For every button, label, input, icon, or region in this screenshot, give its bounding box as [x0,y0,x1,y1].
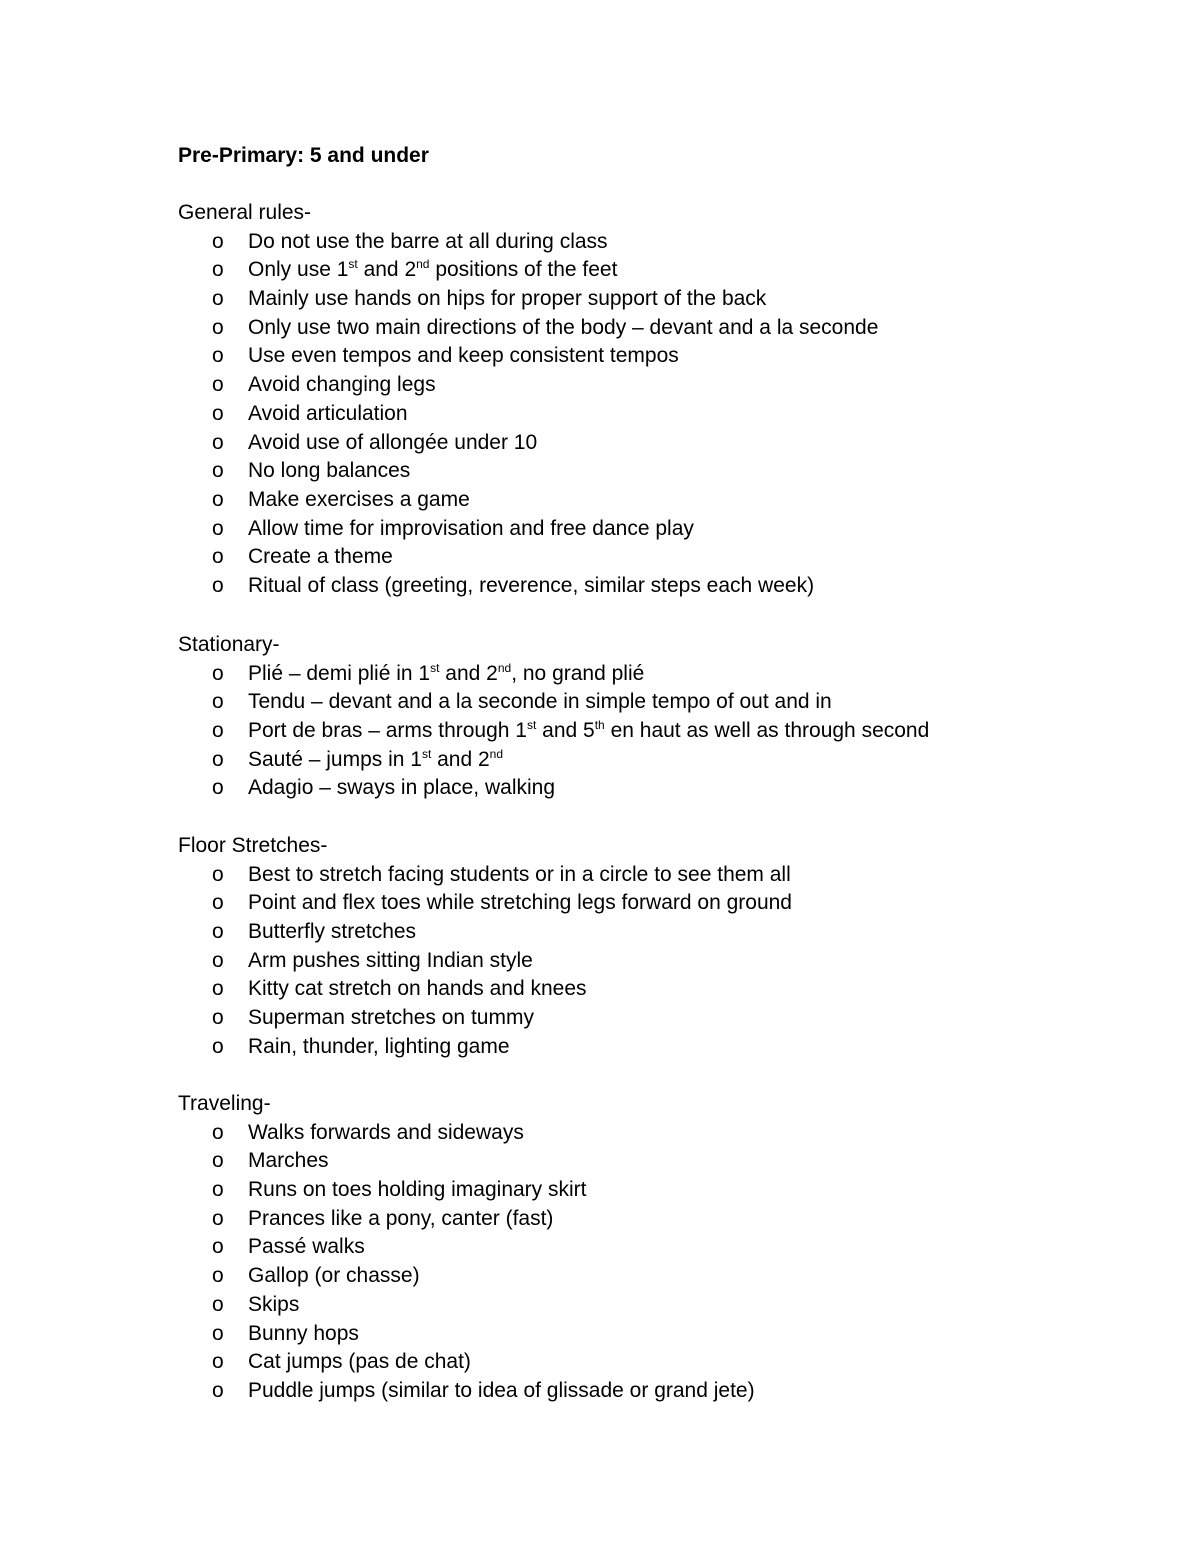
text-run: Prances like a pony, canter (fast) [248,1206,554,1230]
list-item [178,429,1138,458]
list-item-text [248,1004,534,1033]
list-item-text [248,1033,510,1062]
ordinal-suffix: st [421,746,432,761]
list-item [178,1233,1138,1262]
section-heading: Stationary- [178,633,280,656]
list-item [178,1004,1138,1033]
bullet-icon: o [212,1235,224,1259]
list-item [178,688,1138,717]
list-item-text [248,947,533,976]
list-item-text [248,400,408,429]
list-item-text [248,861,791,890]
list-item-text [248,1320,359,1349]
list-item-text [248,1176,587,1205]
bullet-icon: o [212,1350,224,1374]
text-run: Skips [248,1292,300,1316]
list-item-text [248,543,393,572]
list-item [178,746,1138,775]
text-run: Runs on toes holding imaginary skirt [248,1178,587,1202]
list-item [178,889,1138,918]
bullet-icon: o [212,920,224,944]
list-item [178,1147,1138,1176]
list-item-text [248,1348,471,1377]
section-stationary [178,631,1138,803]
text-run: Walks forwards and sideways [248,1120,524,1144]
list-item [178,486,1138,515]
list-item [178,1176,1138,1205]
list-item [178,947,1138,976]
list-item-text [248,371,436,400]
text-run: Rain, thunder, lighting game [248,1034,510,1058]
list-item-text [248,457,410,486]
text-run: Plié – demi plié in 1 [248,661,431,685]
list-item-text [248,717,929,746]
bullet-icon: o [212,1006,224,1030]
text-run: Mainly use hands on hips for proper support of the back [248,287,767,311]
list-item [178,975,1138,1004]
text-run: Make exercises a game [248,487,470,511]
list-item-text [248,256,617,285]
bullet-icon: o [212,719,224,743]
list-item-text [248,688,832,717]
bullet-icon: o [212,516,224,540]
bullet-list [178,1119,1138,1406]
bullet-icon: o [212,1034,224,1058]
text-run: Puddle jumps (similar to idea of glissade or grand jete) [248,1378,755,1402]
text-run: Bunny hops [248,1321,359,1345]
list-item [178,400,1138,429]
bullet-icon: o [212,1321,224,1345]
bullet-icon: o [212,690,224,714]
text-run: en haut as well as through second [604,719,930,743]
text-run: Only use two main directions of the body – devant and a la seconde [248,315,879,339]
list-item [178,1119,1138,1148]
ordinal-suffix: st [526,718,537,733]
list-item [178,543,1138,572]
text-run: , no grand plié [511,661,645,685]
text-run: Gallop (or chasse) [248,1264,420,1288]
text-run: Avoid use of allongée under 10 [248,430,538,454]
text-run: No long balances [248,459,411,483]
list-item-text [248,486,470,515]
list-item-text [248,1262,420,1291]
list-item-text [248,285,766,314]
text-run: Passé walks [248,1235,365,1259]
list-item [178,861,1138,890]
text-run: Arm pushes sitting Indian style [248,948,533,972]
list-item [178,256,1138,285]
list-item-text [248,228,608,257]
section-heading: Traveling- [178,1092,271,1115]
section-heading: Floor Stretches- [178,834,328,857]
list-item [178,1262,1138,1291]
section-traveling [178,1090,1138,1406]
list-item-text [248,1377,755,1406]
list-item-text [248,572,814,601]
list-item [178,1348,1138,1377]
list-item [178,1033,1138,1062]
list-item-text [248,1233,365,1262]
bullet-icon: o [212,344,224,368]
list-item-text [248,1291,299,1320]
bullet-icon: o [212,1292,224,1316]
text-run: Allow time for improvisation and free dance play [248,516,694,540]
bullet-icon: o [212,948,224,972]
list-item [178,774,1138,803]
text-run: Best to stretch facing students or in a circle to see them all [248,862,791,886]
text-run: and 5 [536,719,595,743]
list-item-text [248,342,679,371]
list-item-text [248,1205,553,1234]
list-item [178,371,1138,400]
text-run: Adagio – sways in place, walking [248,776,556,800]
text-run: Butterfly stretches [248,920,417,944]
bullet-icon: o [212,1120,224,1144]
bullet-icon: o [212,747,224,771]
bullet-icon: o [212,891,224,915]
bullet-icon: o [212,1378,224,1402]
text-run: Avoid articulation [248,401,408,425]
text-run: Ritual of class (greeting, reverence, similar steps each week) [248,573,815,597]
bullet-icon: o [212,776,224,800]
text-run: Do not use the barre at all during class [248,229,608,253]
list-item [178,1377,1138,1406]
bullet-icon: o [212,430,224,454]
bullet-icon: o [212,1149,224,1173]
bullet-icon: o [212,315,224,339]
list-item-text [248,1119,524,1148]
document-title: Pre-Primary: 5 and under [178,144,429,167]
list-item [178,515,1138,544]
text-run: Sauté – jumps in 1 [248,747,422,771]
bullet-icon: o [212,545,224,569]
bullet-list [178,861,1138,1062]
list-item [178,228,1138,257]
list-item [178,572,1138,601]
bullet-icon: o [212,1264,224,1288]
ordinal-suffix: th [594,718,605,733]
text-run: Tendu – devant and a la seconde in simple tempo of out and in [248,690,832,714]
bullet-icon: o [212,258,224,282]
text-run: positions of the feet [429,258,618,282]
list-item-text [248,889,792,918]
section-general-rules [178,199,1138,601]
bullet-icon: o [212,401,224,425]
ordinal-suffix: nd [497,660,512,675]
ordinal-suffix: nd [416,257,430,272]
bullet-icon: o [212,573,224,597]
list-item [178,457,1138,486]
bullet-list [178,660,1138,803]
text-run: Only use 1 [248,258,349,282]
list-item-text [248,515,694,544]
bullet-icon: o [212,373,224,397]
ordinal-suffix: st [348,257,358,272]
bullet-icon: o [212,287,224,311]
text-run: and 2 [357,258,417,282]
list-item [178,660,1138,689]
section-floor-stretches [178,832,1138,1062]
text-run: Create a theme [248,545,393,569]
bullet-icon: o [212,487,224,511]
list-item [178,918,1138,947]
list-item [178,314,1138,343]
bullet-icon: o [212,977,224,1001]
text-run: Use even tempos and keep consistent tempos [248,344,679,368]
list-item [178,717,1138,746]
list-item [178,1205,1138,1234]
list-item-text [248,314,878,343]
list-item-text [248,918,416,947]
text-run: Marches [248,1149,329,1173]
text-run: Point and flex toes while stretching legs forward on ground [248,891,792,915]
text-run: and 2 [439,661,498,685]
list-item-text [248,429,537,458]
bullet-icon: o [212,661,224,685]
bullet-icon: o [212,229,224,253]
ordinal-suffix: nd [489,746,504,761]
text-run: Superman stretches on tummy [248,1006,534,1030]
bullet-list [178,228,1138,601]
text-run: Avoid changing legs [248,373,436,397]
section-heading: General rules- [178,201,312,224]
ordinal-suffix: st [430,660,440,675]
list-item-text [248,660,644,689]
bullet-icon: o [212,459,224,483]
list-item [178,342,1138,371]
bullet-icon: o [212,862,224,886]
text-run: and 2 [431,747,490,771]
list-item-text [248,975,587,1004]
bullet-icon: o [212,1206,224,1230]
list-item-text [248,746,503,775]
list-item [178,285,1138,314]
list-item [178,1320,1138,1349]
list-item-text [248,1147,329,1176]
list-item-text [248,774,555,803]
bullet-icon: o [212,1178,224,1202]
text-run: Kitty cat stretch on hands and knees [248,977,587,1001]
list-item [178,1291,1138,1320]
text-run: Cat jumps (pas de chat) [248,1350,471,1374]
text-run: Port de bras – arms through 1 [248,719,527,743]
